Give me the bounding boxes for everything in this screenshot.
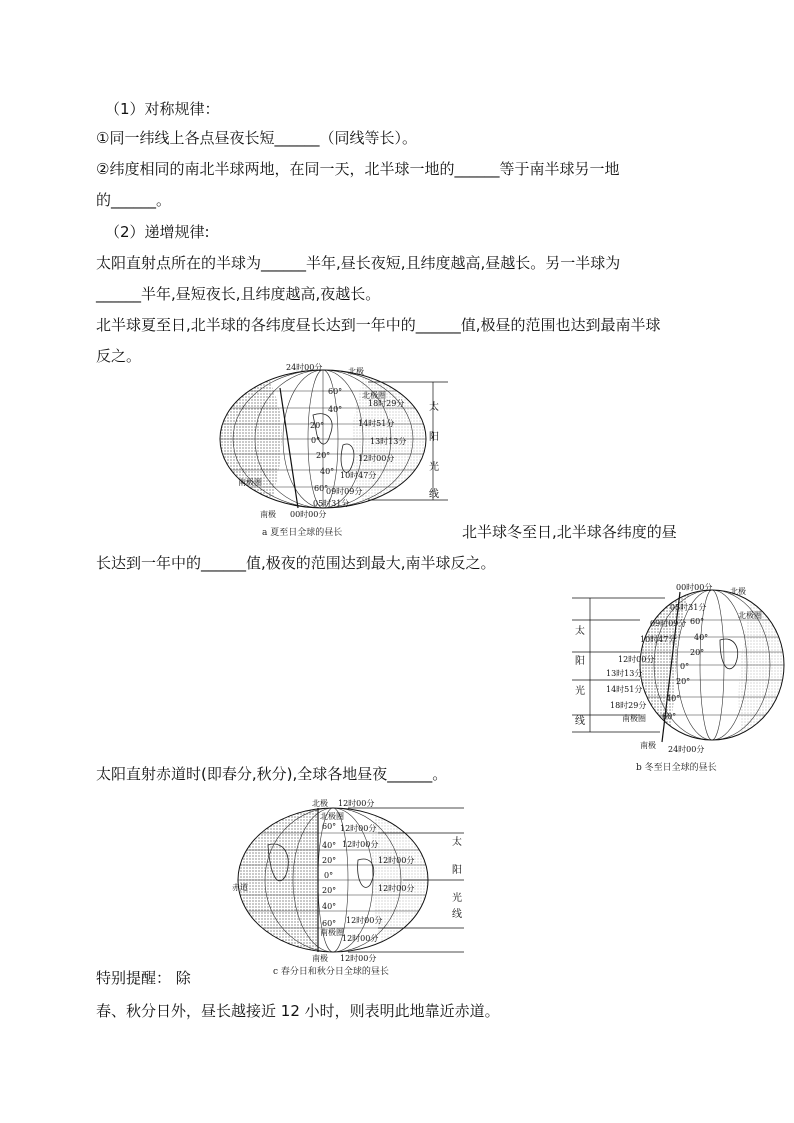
- section-2-heading: （2）递增规律:: [105, 223, 210, 241]
- sun-char-3: 光: [575, 686, 585, 697]
- sun-char-1: 太: [452, 837, 462, 848]
- label-antarctic-circle: 南极圈: [320, 928, 344, 937]
- label-arctic-circle: 北极圈: [320, 812, 344, 821]
- label-t3: 12时00分: [378, 856, 415, 865]
- lat-label-20n: 20°: [310, 421, 325, 430]
- label-top-time: 00时00分: [676, 583, 713, 592]
- sun-char-1: 太: [575, 626, 585, 637]
- sun-char-3: 光: [452, 893, 462, 904]
- summer-solstice-text-cont: 反之。: [96, 347, 142, 365]
- label-top-time: 12时00分: [338, 799, 375, 808]
- section-1-heading: （1）对称规律：: [105, 100, 220, 118]
- lat-label-0: 0°: [680, 662, 690, 671]
- label-t3: 13时13分: [370, 437, 407, 446]
- label-arctic-circle: 北极圈: [362, 391, 386, 400]
- sun-char-2: 阳: [429, 432, 439, 443]
- lat-label-60s: 60°: [662, 712, 677, 721]
- label-t1: 18时29分: [368, 399, 405, 408]
- sun-char-1: 太: [429, 402, 439, 413]
- label-bottom-time: 24时00分: [668, 745, 705, 754]
- lat-label-20n: 20°: [322, 856, 337, 865]
- label-t6: 09时09分: [326, 487, 363, 496]
- label-t7: 18时29分: [610, 701, 647, 710]
- label-t7: 05时31分: [313, 499, 350, 508]
- lat-label-40n: 40°: [322, 841, 337, 850]
- label-t2: 09时09分: [650, 619, 687, 628]
- label-t2: 14时51分: [358, 419, 395, 428]
- symmetry-rule-2-cont: 的______。: [96, 191, 172, 209]
- lat-label-40s: 40°: [320, 467, 335, 476]
- lat-label-60n: 60°: [328, 387, 343, 396]
- lat-label-0: 0°: [311, 436, 321, 445]
- sun-char-4: 线: [452, 909, 462, 920]
- label-north-pole: 北极: [312, 799, 328, 808]
- label-t3: 10时47分: [640, 635, 677, 644]
- sun-char-4: 线: [429, 489, 439, 500]
- lat-label-60n: 60°: [690, 617, 705, 626]
- lat-label-60s: 60°: [322, 919, 337, 928]
- lat-label-40s: 40°: [666, 694, 681, 703]
- label-t1: 12时00分: [340, 824, 377, 833]
- label-t4: 12时00分: [378, 884, 415, 893]
- label-top-time: 24时00分: [286, 363, 323, 372]
- equinox-text: 太阳直射赤道时(即春分,秋分),全球各地昼夜______。: [96, 765, 448, 783]
- winter-solstice-text: 北半球冬至日,北半球各纬度的昼: [462, 523, 677, 541]
- label-south-pole: 南极: [312, 954, 328, 963]
- lat-label-60s: 60°: [314, 484, 329, 493]
- lat-label-20n: 20°: [690, 648, 705, 657]
- lat-label-40n: 40°: [694, 633, 709, 642]
- caption-b: b 冬至日全球的昼长: [636, 763, 717, 773]
- increase-rule-1-cont: ______半年,昼短夜长,且纬度越高,夜越长。: [96, 285, 381, 303]
- figure-summer-solstice: [218, 360, 453, 520]
- label-t5: 12时00分: [346, 916, 383, 925]
- lat-label-20s: 20°: [316, 451, 331, 460]
- label-north-pole: 北极: [730, 587, 746, 596]
- label-t4: 12时00分: [358, 454, 395, 463]
- special-note-label: 特别提醒： 除: [96, 969, 191, 987]
- label-t5: 10时47分: [340, 471, 377, 480]
- label-t6: 12时00分: [342, 934, 379, 943]
- figure-winter-solstice: [570, 580, 785, 760]
- globe-a: [218, 360, 453, 520]
- label-t5: 13时13分: [606, 669, 643, 678]
- globe-b: [630, 580, 785, 760]
- lat-label-0: 0°: [324, 871, 334, 880]
- symmetry-rule-2: ②纬度相同的南北半球两地，在同一天，北半球一地的______等于南半球另一地: [96, 160, 620, 178]
- label-t6: 14时51分: [606, 685, 643, 694]
- caption-c: c 春分日和秋分日全球的昼长: [273, 967, 389, 977]
- label-equator: 赤道: [232, 883, 248, 892]
- figure-equinox: [228, 795, 468, 963]
- caption-a: a 夏至日全球的昼长: [262, 528, 343, 538]
- label-antarctic-circle: 南极圈: [238, 478, 262, 487]
- label-south-pole: 南极: [640, 741, 656, 750]
- summer-solstice-text: 北半球夏至日,北半球的各纬度昼长达到一年中的______值,极昼的范围也达到最南半球: [96, 316, 661, 334]
- lat-label-20s: 20°: [322, 886, 337, 895]
- label-south-pole: 南极: [260, 510, 276, 519]
- special-note-text: 春、秋分日外，昼长越接近 12 小时，则表明此地靠近赤道。: [96, 1002, 500, 1020]
- label-north-pole: 北极: [348, 367, 364, 376]
- sun-char-2: 阳: [452, 865, 462, 876]
- symmetry-rule-1: ①同一纬线上各点昼夜长短______（同线等长）。: [96, 129, 417, 147]
- label-antarctic-circle-2: 南极圈: [622, 714, 646, 723]
- sun-char-3: 光: [429, 462, 439, 473]
- sun-char-4: 线: [575, 716, 585, 727]
- label-t2: 12时00分: [342, 840, 379, 849]
- lat-label-60n: 60°: [322, 822, 337, 831]
- label-bottom-time: 00时00分: [290, 510, 327, 519]
- label-arctic-circle: 北极圈: [738, 611, 762, 620]
- sun-char-2: 阳: [575, 656, 585, 667]
- lat-label-40n: 40°: [328, 405, 343, 414]
- lat-label-40s: 40°: [322, 902, 337, 911]
- winter-solstice-text-cont: 长达到一年中的______值,极夜的范围达到最大,南半球反之。: [96, 554, 496, 572]
- label-t4: 12时00分: [618, 655, 655, 664]
- increase-rule-1: 太阳直射点所在的半球为______半年,昼长夜短,且纬度越高,昼越长。另一半球为: [96, 254, 621, 272]
- lat-label-20s: 20°: [676, 677, 691, 686]
- label-bottom-time: 12时00分: [340, 954, 377, 963]
- label-t1: 05时31分: [670, 603, 707, 612]
